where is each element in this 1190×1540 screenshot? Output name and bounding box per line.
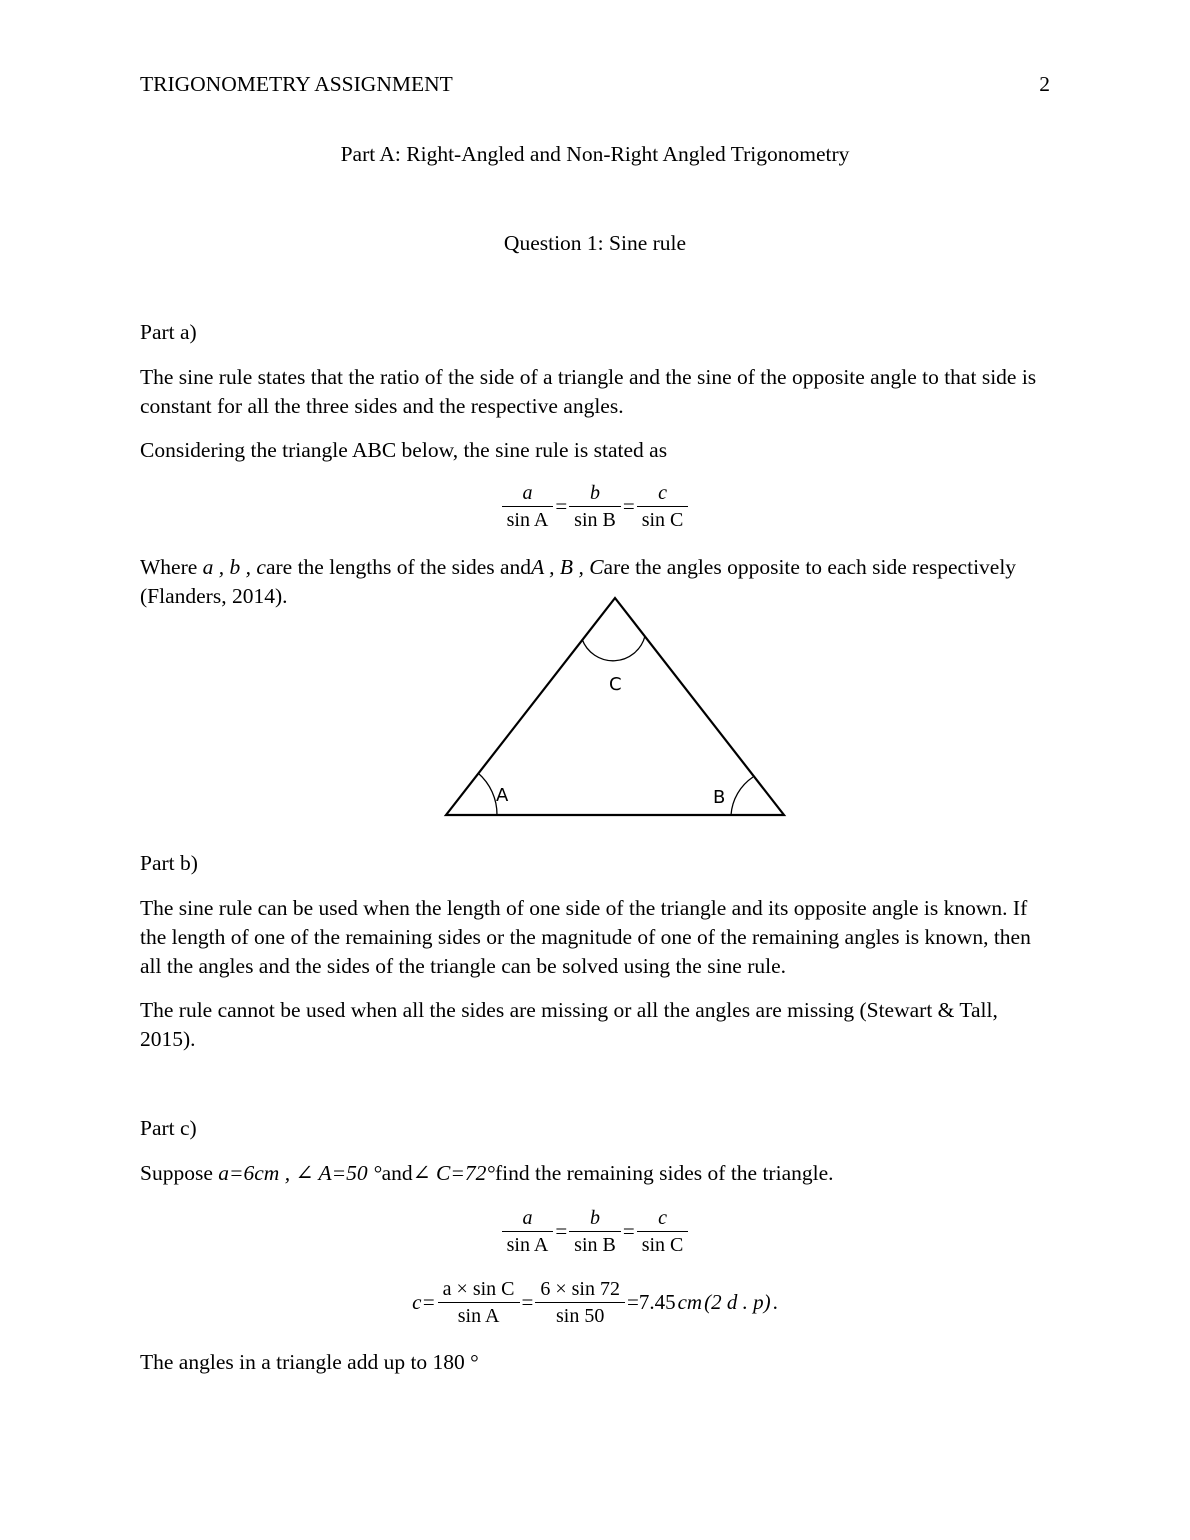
denominator: sin A: [506, 509, 549, 531]
sides-math: a , b , c: [202, 555, 266, 579]
numerator: a: [502, 1205, 554, 1232]
part-a-label: Part a): [140, 320, 197, 344]
question-title: Question 1: Sine rule: [503, 231, 687, 255]
fraction-b: [569, 480, 621, 533]
fraction-a: [502, 1205, 554, 1258]
numerator: 6 × sin 72: [535, 1276, 625, 1303]
part-c-given-line: [140, 1159, 834, 1188]
calc-fraction-1: [438, 1276, 520, 1329]
triangle-svg: [430, 590, 800, 830]
angle-a-arc: [478, 773, 497, 815]
denominator: sin C: [641, 1234, 684, 1256]
numerator: c: [637, 1205, 689, 1232]
denominator: sin 50: [556, 1305, 605, 1327]
triangle-outline: [446, 598, 784, 815]
denominator: sin A: [506, 1234, 549, 1256]
numerator: b: [569, 1205, 621, 1232]
equals-sign: =: [622, 1219, 635, 1243]
vertex-a-label: A: [496, 785, 509, 806]
part-b-paragraph-1: The sine rule can be used when the length of one side of the triangle and its opposite angle is known. If the length of one of the remaining sides or the magnitude of one of the remaining angles is known, then all the angles and the sides of the triangle can be solved using the sine rule.: [140, 896, 1031, 978]
sine-rule-equation-2: [0, 1205, 1190, 1258]
part-b-label: Part b): [140, 851, 198, 875]
given-angle-c: ∠ C=72°: [412, 1161, 495, 1185]
numerator: a × sin C: [438, 1276, 520, 1303]
where-suffix: are the angles opposite to each side respectively (Flanders, 2014).: [140, 555, 1017, 608]
fraction-c: [637, 480, 689, 533]
angle-b-arc: [731, 777, 753, 815]
and-text: and: [381, 1161, 413, 1185]
triangle-diagram: [430, 590, 800, 838]
find-text: find the remaining sides of the triangle.: [494, 1161, 834, 1185]
section-title: Part A: Right-Angled and Non-Right Angled Trigonometry: [340, 142, 850, 166]
part-b-paragraph-2: The rule cannot be used when all the sides are missing or all the angles are missing (Stewart & Tall, 2015).: [140, 998, 998, 1051]
page-number: 2: [1039, 72, 1050, 96]
denominator: sin B: [574, 1234, 616, 1256]
part-a-paragraph-2: Considering the triangle ABC below, the sine rule is stated as: [140, 438, 668, 462]
where-prefix: Where: [140, 555, 198, 579]
calc-result: =7.45: [626, 1290, 676, 1314]
part-c-label: Part c): [140, 1116, 197, 1140]
denominator: sin A: [457, 1305, 500, 1327]
given-side-angle: a=6cm , ∠ A=50 °: [218, 1161, 382, 1185]
calc-unit: cm: [677, 1290, 703, 1314]
denominator: sin C: [641, 509, 684, 531]
calc-lhs: c=: [412, 1290, 436, 1314]
angles-math: A , B , C: [531, 555, 604, 579]
fraction-b: [569, 1205, 621, 1258]
calc-fraction-2: [535, 1276, 625, 1329]
numerator: c: [637, 480, 689, 507]
calc-precision: (2 d . p): [704, 1290, 771, 1314]
equals-sign: =: [521, 1290, 534, 1314]
equals-sign: =: [555, 494, 568, 518]
part-a-paragraph-1: The sine rule states that the ratio of the side of a triangle and the sine of the opposite angle to that side is constant for all the three sides and the respective angles.: [140, 365, 1037, 418]
suppose-text: Suppose: [140, 1161, 213, 1185]
angle-c-arc: [582, 636, 645, 661]
denominator: sin B: [574, 509, 616, 531]
sine-rule-equation: [0, 480, 1190, 533]
fraction-a: [502, 480, 554, 533]
equals-sign: =: [622, 494, 635, 518]
calc-end: .: [772, 1290, 778, 1314]
running-header-title: TRIGONOMETRY ASSIGNMENT: [140, 72, 453, 96]
vertex-b-label: B: [713, 787, 726, 808]
numerator: b: [569, 480, 621, 507]
where-middle: are the lengths of the sides and: [265, 555, 532, 579]
numerator: a: [502, 480, 554, 507]
fraction-c: [637, 1205, 689, 1258]
angles-sum-text: The angles in a triangle add up to 180 °: [140, 1350, 479, 1374]
side-c-calculation: [0, 1276, 1190, 1329]
equals-sign: =: [555, 1219, 568, 1243]
vertex-c-label: C: [609, 674, 622, 695]
